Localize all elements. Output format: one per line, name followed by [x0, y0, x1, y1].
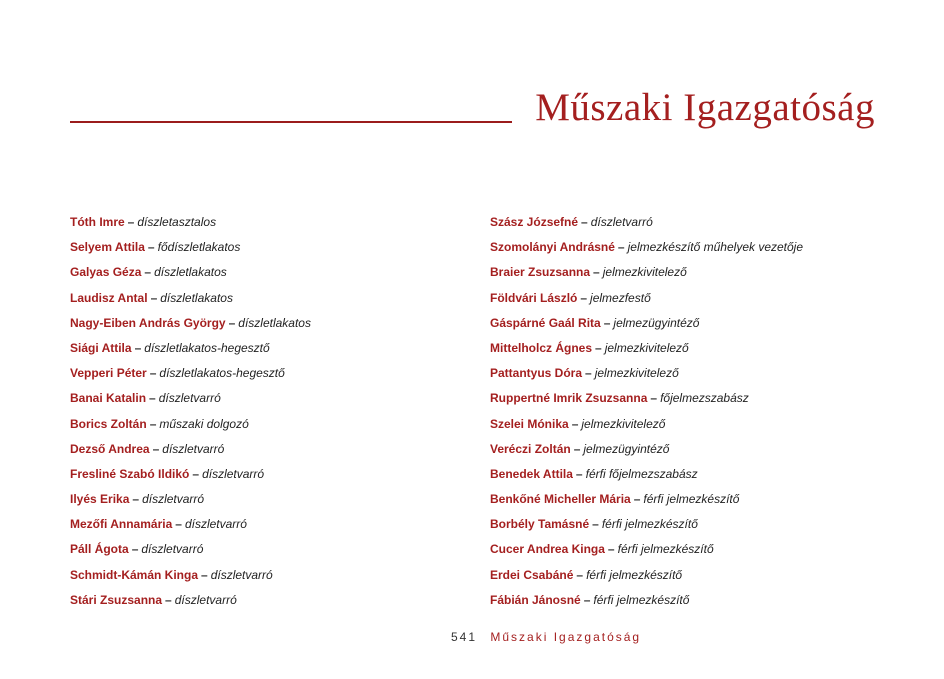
staff-entry: [490, 590, 803, 615]
staff-entry: [70, 212, 311, 237]
staff-role: férfi jelmezkészítő: [593, 592, 690, 607]
staff-entry: [490, 388, 803, 413]
page-number: 541: [451, 630, 478, 644]
staff-name: Tóth Imre: [70, 215, 125, 229]
staff-entry: [490, 212, 803, 237]
separator-dash: –: [581, 215, 588, 229]
separator-dash: –: [149, 366, 157, 381]
staff-role: díszletvarró: [142, 492, 205, 507]
staff-entry: [70, 565, 311, 590]
separator-dash: –: [573, 441, 581, 456]
staff-name: Mittelholcz Ágnes: [490, 340, 593, 355]
staff-name: Selyem Attila: [70, 240, 145, 255]
staff-entry: [490, 489, 803, 514]
staff-role: jelmezügyintéző: [583, 441, 670, 456]
page-title: Műszaki Igazgatóság: [535, 86, 875, 129]
staff-entry: [490, 539, 803, 564]
staff-name: Galyas Géza: [70, 265, 142, 280]
staff-role: díszletlakatos: [238, 315, 311, 330]
staff-entry: [490, 237, 803, 262]
separator-dash: –: [149, 416, 157, 431]
staff-name: Fresliné Szabó Ildikó: [70, 466, 190, 481]
staff-name: Benedek Attila: [490, 466, 573, 481]
staff-entry: [70, 590, 311, 615]
separator-dash: –: [633, 492, 641, 507]
staff-entry: [490, 464, 803, 489]
staff-name: Borics Zoltán: [70, 416, 147, 431]
separator-dash: –: [147, 240, 155, 255]
staff-name: Stári Zsuzsanna: [70, 592, 163, 607]
staff-name: Vepperi Péter: [70, 366, 147, 381]
staff-entry: [70, 539, 311, 564]
staff-entry: [70, 414, 311, 439]
staff-role: díszletvarró: [158, 391, 221, 406]
staff-entry: [490, 565, 803, 590]
staff-role: díszletlakatos: [160, 290, 233, 305]
separator-dash: –: [127, 215, 135, 229]
staff-entry: [490, 288, 803, 313]
staff-name: Szelei Mónika: [490, 416, 569, 431]
staff-entry: [70, 237, 311, 262]
staff-entry: [70, 363, 311, 388]
separator-dash: –: [134, 340, 142, 355]
separator-dash: –: [175, 517, 182, 532]
staff-entry: [490, 439, 803, 464]
staff-role: díszletvarró: [202, 466, 265, 481]
staff-name: Földvári László: [490, 290, 578, 305]
separator-dash: –: [201, 567, 208, 582]
staff-list-left: [70, 212, 311, 615]
staff-name: Cucer Andrea Kinga: [490, 542, 605, 557]
staff-entry: [70, 262, 311, 287]
staff-entry: [70, 288, 311, 313]
separator-dash: –: [593, 265, 600, 280]
staff-role: díszletvarró: [210, 567, 273, 582]
staff-name: Benkőné Micheller Mária: [490, 492, 631, 507]
staff-role: fődíszletlakatos: [157, 240, 241, 255]
staff-entry: [70, 388, 311, 413]
staff-role: jelmezkivitelező: [581, 416, 666, 431]
staff-name: Nagy-Eiben András György: [70, 315, 226, 330]
staff-role: jelmezkivitelező: [604, 340, 689, 355]
staff-name: Braier Zsuzsanna: [490, 265, 591, 280]
staff-entry: [70, 439, 311, 464]
separator-dash: –: [595, 340, 602, 355]
staff-entry: [70, 489, 311, 514]
staff-role: jelmezügyintéző: [613, 315, 700, 330]
staff-entry: [70, 313, 311, 338]
separator-dash: –: [617, 240, 625, 255]
staff-role: díszletasztalos: [137, 215, 217, 229]
separator-dash: –: [650, 391, 658, 406]
staff-role: díszletlakatos-hegesztő: [159, 366, 285, 381]
staff-name: Siági Attila: [70, 340, 132, 355]
staff-role: díszletlakatos-hegesztő: [144, 340, 270, 355]
staff-role: díszletvarró: [184, 517, 247, 532]
staff-entry: [70, 338, 311, 363]
staff-role: díszletvarró: [174, 592, 237, 607]
staff-role: férfi jelmezkészítő: [643, 492, 740, 507]
staff-entry: [490, 338, 803, 363]
staff-role: főjelmezszabász: [660, 391, 749, 406]
staff-name: Gáspárné Gaál Rita: [490, 315, 601, 330]
staff-entry: [490, 313, 803, 338]
staff-role: műszaki dolgozó: [159, 416, 249, 431]
separator-dash: –: [150, 290, 158, 305]
staff-entry: [490, 514, 803, 539]
staff-entry: [490, 414, 803, 439]
separator-dash: –: [149, 391, 156, 406]
footer-title: Műszaki Igazgatóság: [490, 630, 642, 644]
separator-dash: –: [580, 290, 588, 305]
separator-dash: –: [165, 592, 172, 607]
staff-role: férfi főjelmezszabász: [585, 466, 698, 481]
staff-name: Páll Ágota: [70, 542, 129, 557]
staff-name: Ilyés Erika: [70, 492, 130, 507]
staff-name: Szász Józsefné: [490, 215, 579, 229]
staff-role: jelmezkivitelező: [594, 366, 679, 381]
staff-role: jelmezfestő: [590, 290, 651, 305]
separator-dash: –: [131, 542, 139, 557]
staff-entry: [490, 363, 803, 388]
staff-name: Erdei Csabáné: [490, 567, 574, 582]
separator-dash: –: [592, 517, 599, 532]
separator-dash: –: [576, 567, 584, 582]
staff-role: férfi jelmezkészítő: [601, 517, 698, 532]
separator-dash: –: [603, 315, 611, 330]
separator-dash: –: [152, 441, 160, 456]
header-rule: [70, 121, 512, 123]
staff-name: Borbély Tamásné: [490, 517, 590, 532]
staff-role: díszletlakatos: [154, 265, 227, 280]
separator-dash: –: [583, 592, 591, 607]
page-footer: [451, 630, 641, 644]
staff-role: jelmezkivitelező: [602, 265, 687, 280]
staff-entry: [70, 514, 311, 539]
staff-role: díszletvarró: [590, 215, 653, 229]
staff-role: férfi jelmezkészítő: [617, 542, 714, 557]
staff-name: Banai Katalin: [70, 391, 147, 406]
separator-dash: –: [144, 265, 152, 280]
staff-name: Mezőfi Annamária: [70, 517, 173, 532]
staff-name: Fábián Jánosné: [490, 592, 581, 607]
staff-name: Pattantyus Dóra: [490, 366, 583, 381]
separator-dash: –: [571, 416, 579, 431]
staff-entry: [490, 262, 803, 287]
staff-role: díszletvarró: [162, 441, 225, 456]
staff-name: Veréczi Zoltán: [490, 441, 571, 456]
staff-name: Dezső Andrea: [70, 441, 150, 456]
staff-role: férfi jelmezkészítő: [586, 567, 683, 582]
separator-dash: –: [228, 315, 236, 330]
separator-dash: –: [192, 466, 200, 481]
staff-list-right: [490, 212, 803, 615]
staff-role: jelmezkészítő műhelyek vezetője: [627, 240, 804, 255]
separator-dash: –: [575, 466, 583, 481]
separator-dash: –: [132, 492, 140, 507]
staff-name: Laudisz Antal: [70, 290, 148, 305]
staff-role: díszletvarró: [141, 542, 204, 557]
separator-dash: –: [585, 366, 592, 381]
staff-entry: [70, 464, 311, 489]
staff-name: Schmidt-Kámán Kinga: [70, 567, 199, 582]
staff-name: Ruppertné Imrik Zsuzsanna: [490, 391, 648, 406]
staff-name: Szomolányi Andrásné: [490, 240, 615, 255]
separator-dash: –: [607, 542, 615, 557]
